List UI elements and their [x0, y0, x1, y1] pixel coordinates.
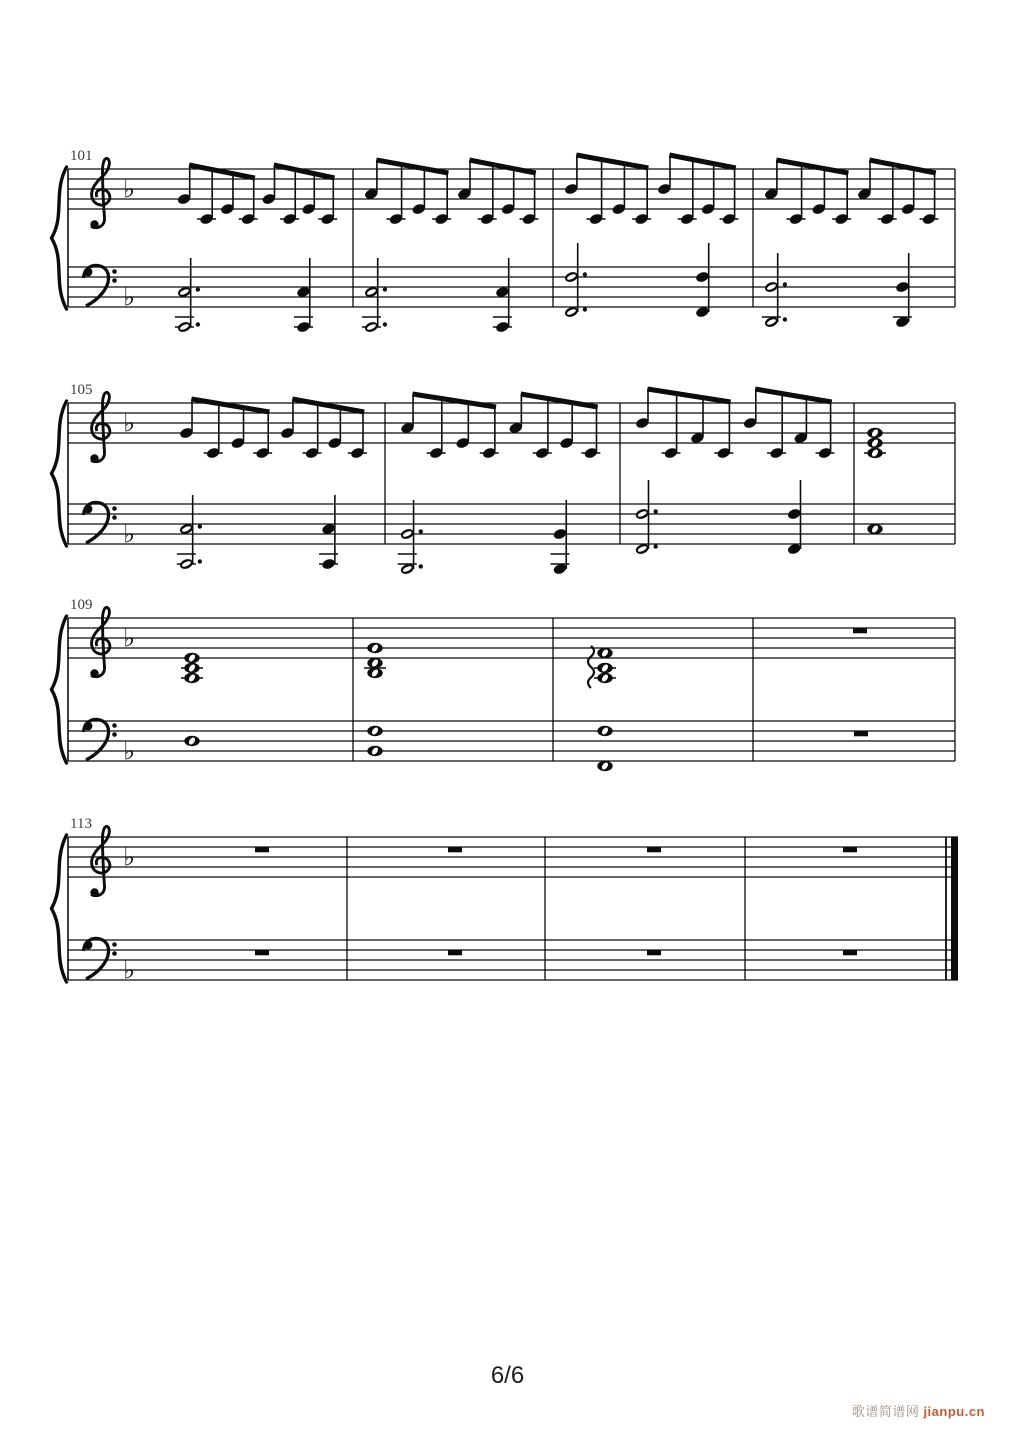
- svg-text:♭: ♭: [123, 174, 135, 204]
- system-113: [52, 816, 959, 985]
- measure-number: 113: [70, 816, 92, 832]
- watermark: [852, 1401, 985, 1420]
- svg-text:♭: ♭: [123, 519, 135, 549]
- svg-text:♭: ♭: [123, 623, 135, 653]
- system-105: [52, 382, 956, 576]
- system-101: [52, 148, 956, 334]
- svg-text:♭: ♭: [123, 955, 135, 985]
- measure-number: 105: [70, 382, 93, 398]
- watermark-site-url: jianpu.cn: [923, 1404, 985, 1419]
- svg-text:♭: ♭: [123, 408, 135, 438]
- svg-text:♭: ♭: [123, 842, 135, 872]
- page-number: 6/6: [490, 1362, 525, 1389]
- measure-number: 109: [70, 597, 93, 613]
- watermark-site-name: 歌谱简谱网: [851, 1404, 924, 1419]
- svg-text:♭: ♭: [123, 282, 135, 312]
- system-109: [52, 597, 956, 771]
- svg-text:♭: ♭: [123, 736, 135, 766]
- measure-number: 101: [70, 148, 93, 164]
